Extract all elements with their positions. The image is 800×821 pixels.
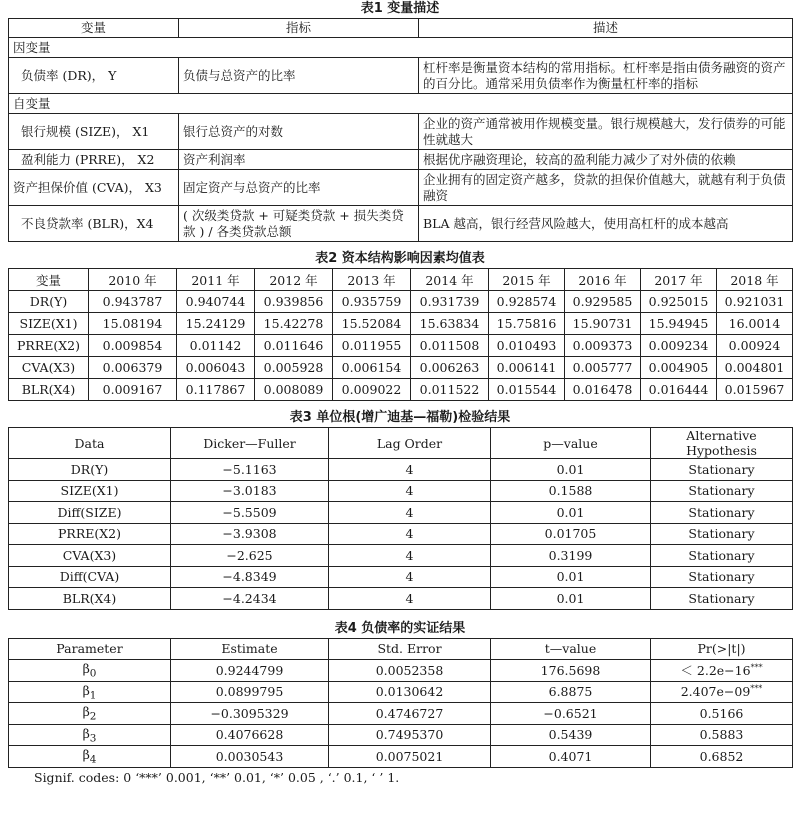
table-cell: −3.9308: [171, 523, 329, 545]
table-cell: 企业的资产通常被用作规模变量。银行规模越大，发行债券的可能性就越大: [419, 114, 793, 150]
table2-header-cell: 2011 年: [177, 269, 255, 291]
table-cell: 0.925015: [641, 291, 717, 313]
table2-caption: 表2 资本结构影响因素均值表: [315, 251, 485, 266]
table-cell: 0.008089: [255, 379, 333, 401]
table-cell: 0.016478: [565, 379, 641, 401]
table-row: [9, 660, 793, 682]
table-cell: 16.0014: [717, 313, 793, 335]
table-cell: 0.3199: [491, 545, 651, 567]
table2-header-cell: 2013 年: [333, 269, 411, 291]
table-row: [9, 502, 793, 524]
significance-stars: ***: [750, 663, 763, 673]
table1-group-row: [9, 38, 793, 58]
table-row: [9, 545, 793, 567]
table-cell: 15.94945: [641, 313, 717, 335]
table2-header-cell: 2014 年: [411, 269, 489, 291]
table-cell: Stationary: [651, 523, 793, 545]
table4-caption: 表4 负债率的实证结果: [334, 620, 466, 636]
table-cell: 0.005928: [255, 357, 333, 379]
table-cell: 根据优序融资理论，较高的盈利能力减少了对外债的依赖: [419, 150, 793, 170]
table-cell: 15.08194: [89, 313, 177, 335]
table-cell: 0.009373: [565, 335, 641, 357]
table-cell: 固定资产与总资产的比率: [179, 170, 419, 206]
parameter-cell: [9, 660, 171, 682]
table-cell: 0.006141: [489, 357, 565, 379]
table3-header-cell: Data: [9, 428, 171, 459]
table-cell: −3.0183: [171, 480, 329, 502]
table3-header-row: [9, 428, 793, 459]
table-cell: 15.52084: [333, 313, 411, 335]
table1-header-cell: 指标: [179, 19, 419, 38]
table3-header-cell: Lag Order: [329, 428, 491, 459]
table-cell: 盈利能力 (PRRE)， X2: [9, 150, 179, 170]
beta-symbol: β: [82, 682, 90, 698]
table-row: [9, 150, 793, 170]
table-cell: 4: [329, 459, 491, 481]
table-cell: 0.0052358: [329, 660, 491, 682]
table1-caption: 表1 变量描述: [360, 1, 440, 16]
table-cell: 4: [329, 588, 491, 610]
beta-subscript: 0: [89, 667, 97, 680]
table-row: [9, 170, 793, 206]
parameter-cell: [9, 703, 171, 725]
table-cell: 176.5698: [491, 660, 651, 682]
parameter-cell: [9, 681, 171, 703]
table-row: [9, 114, 793, 150]
beta-subscript: 2: [89, 710, 97, 723]
table-row: [9, 459, 793, 481]
table-cell: 0.006263: [411, 357, 489, 379]
table-cell: 15.75816: [489, 313, 565, 335]
table-cell: 0.015544: [489, 379, 565, 401]
beta-subscript: 1: [89, 689, 97, 701]
table2-header-cell: 2016 年: [565, 269, 641, 291]
table-cell: BLR(X4): [9, 588, 171, 610]
table-cell: 6.8875: [491, 681, 651, 703]
table-cell: −4.8349: [171, 566, 329, 588]
table-row: [9, 357, 793, 379]
table-row: [9, 206, 793, 242]
spacer: [0, 610, 800, 620]
table-cell: 4: [329, 545, 491, 567]
table4-header-cell: Estimate: [171, 638, 329, 660]
table-cell: 负债与总资产的比率: [179, 58, 419, 94]
pvalue-text: 0.5883: [699, 727, 744, 743]
spacer: [0, 401, 800, 409]
table3-header-cell: p—value: [491, 428, 651, 459]
table4-regression-results: [8, 638, 793, 768]
table-cell: 0.011955: [333, 335, 411, 357]
beta-symbol: β: [82, 725, 90, 741]
table2-header-cell: 2010 年: [89, 269, 177, 291]
pvalue-cell: [651, 660, 793, 682]
table1-header-cell: 变量: [9, 19, 179, 38]
pvalue-text: 0.6852: [699, 748, 744, 764]
pvalue-text: 2.407e−09: [680, 684, 751, 700]
table-cell: 0.935759: [333, 291, 411, 313]
table-cell: CVA(X3): [9, 545, 171, 567]
spacer: [0, 242, 800, 250]
table4-header-row: [9, 638, 793, 660]
table2-header-cell: 2018 年: [717, 269, 793, 291]
table-cell: 0.009167: [89, 379, 177, 401]
table-cell: Stationary: [651, 459, 793, 481]
table-row: [9, 335, 793, 357]
table-cell: 0.939856: [255, 291, 333, 313]
table-cell: 0.015967: [717, 379, 793, 401]
table3-unit-root-test: [8, 427, 793, 610]
table-cell: 0.7495370: [329, 724, 491, 746]
table-row: [9, 703, 793, 725]
beta-symbol: β: [82, 704, 90, 719]
pvalue-cell: [651, 703, 793, 725]
table-cell: SIZE(X1): [9, 313, 89, 335]
table-cell: Stationary: [651, 480, 793, 502]
table3-header-cell: Alternative Hypothesis: [651, 428, 793, 459]
table-cell: 0.5439: [491, 724, 651, 746]
table-cell: CVA(X3): [9, 357, 89, 379]
table1-group-row: [9, 94, 793, 114]
table4-header-cell: Parameter: [9, 638, 171, 660]
table-cell: 0.0899795: [171, 681, 329, 703]
table2-header-cell: 2012 年: [255, 269, 333, 291]
table-cell: 0.0030543: [171, 746, 329, 768]
table-cell: −0.3095329: [171, 703, 329, 725]
table-cell: BLA 越高，银行经营风险越大，使用高杠杆的成本越高: [419, 206, 793, 242]
table-cell: 0.01142: [177, 335, 255, 357]
table-cell: 0.006154: [333, 357, 411, 379]
table-cell: 银行总资产的对数: [179, 114, 419, 150]
table-cell: 0.921031: [717, 291, 793, 313]
significance-stars: ***: [750, 684, 763, 694]
table-cell: 0.117867: [177, 379, 255, 401]
table-cell: 0.009854: [89, 335, 177, 357]
table-cell: −0.6521: [491, 703, 651, 725]
table-cell: 0.011522: [411, 379, 489, 401]
table-cell: 0.00924: [717, 335, 793, 357]
table-cell: 0.004905: [641, 357, 717, 379]
table1-variable-description: [8, 18, 793, 242]
table-cell: 0.0075021: [329, 746, 491, 768]
table-cell: Diff(CVA): [9, 566, 171, 588]
pvalue-text: ＜ 2.2e−16: [680, 663, 751, 679]
table-cell: 4: [329, 502, 491, 524]
table1-header-cell: 描述: [419, 19, 793, 38]
table1-group-independent: 自变量: [9, 94, 793, 114]
pvalue-cell: [651, 681, 793, 703]
table4-header-cell: Pr(>|t|): [651, 638, 793, 660]
parameter-cell: [9, 746, 171, 768]
table1-group-dependent: 因变量: [9, 38, 793, 58]
table-cell: 0.4746727: [329, 703, 491, 725]
table-cell: 0.011646: [255, 335, 333, 357]
table-row: [9, 58, 793, 94]
table-cell: DR(Y): [9, 291, 89, 313]
table-cell: −2.625: [171, 545, 329, 567]
table-cell: 15.24129: [177, 313, 255, 335]
table-cell: 0.01705: [491, 523, 651, 545]
table-cell: 0.4071: [491, 746, 651, 768]
table-cell: 0.928574: [489, 291, 565, 313]
table-row: [9, 313, 793, 335]
table-row: [9, 523, 793, 545]
table-cell: Stationary: [651, 566, 793, 588]
pvalue-cell: [651, 724, 793, 746]
pvalue-cell: [651, 746, 793, 768]
beta-subscript: 4: [89, 753, 97, 766]
table-cell: SIZE(X1): [9, 480, 171, 502]
table-cell: −4.2434: [171, 588, 329, 610]
table4-header-cell: Std. Error: [329, 638, 491, 660]
table-cell: 4: [329, 523, 491, 545]
table-cell: −5.1163: [171, 459, 329, 481]
table-cell: ( 次级类贷款 + 可疑类贷款 + 损失类贷款 ) / 各类贷款总额: [179, 206, 419, 242]
table-cell: 0.006379: [89, 357, 177, 379]
table-cell: 0.01: [491, 588, 651, 610]
table-cell: PRRE(X2): [9, 523, 171, 545]
table-cell: Stationary: [651, 588, 793, 610]
table-cell: 0.01: [491, 459, 651, 481]
table-row: [9, 746, 793, 768]
table-cell: 0.010493: [489, 335, 565, 357]
beta-subscript: 3: [89, 732, 97, 744]
table2-header-cell: 变量: [9, 269, 89, 291]
table-cell: 15.42278: [255, 313, 333, 335]
table-cell: 0.0130642: [329, 681, 491, 703]
pvalue-text: 0.5166: [699, 705, 744, 721]
table-cell: 0.011508: [411, 335, 489, 357]
table-cell: 0.016444: [641, 379, 717, 401]
table-cell: 0.929585: [565, 291, 641, 313]
table-cell: 0.009022: [333, 379, 411, 401]
table-row: [9, 681, 793, 703]
table-cell: 0.009234: [641, 335, 717, 357]
table-cell: PRRE(X2): [9, 335, 89, 357]
table3-header-cell: Dicker—Fuller: [171, 428, 329, 459]
table-cell: 4: [329, 566, 491, 588]
table-cell: 0.01: [491, 566, 651, 588]
table-cell: 4: [329, 480, 491, 502]
table-cell: 0.005777: [565, 357, 641, 379]
table-row: [9, 379, 793, 401]
parameter-cell: [9, 724, 171, 746]
table-cell: 0.931739: [411, 291, 489, 313]
table-cell: −5.5509: [171, 502, 329, 524]
table-cell: 企业拥有的固定资产越多，贷款的担保价值越大，就越有利于负债融资: [419, 170, 793, 206]
table-row: [9, 291, 793, 313]
table-cell: 负债率 (DR)， Y: [9, 58, 179, 94]
table-cell: 不良贷款率 (BLR)，X4: [9, 206, 179, 242]
table-cell: 0.006043: [177, 357, 255, 379]
table2-mean-values: [8, 268, 793, 401]
table2-header-cell: 2015 年: [489, 269, 565, 291]
table-row: [9, 588, 793, 610]
table2-header-cell: 2017 年: [641, 269, 717, 291]
table-cell: 资产利润率: [179, 150, 419, 170]
table-cell: DR(Y): [9, 459, 171, 481]
table-cell: 0.01: [491, 502, 651, 524]
table-cell: 杠杆率是衡量资本结构的常用指标。杠杆率是指由债务融资的资产的百分比。通常采用负债率作为衡量杠杆率的指标: [419, 58, 793, 94]
signif-codes: Signif. codes: 0 ‘***’ 0.001, ‘**’ 0.01, ‘*’ 0.05 , ‘.’ 0.1, ‘ ’ 1.: [34, 769, 400, 785]
table-cell: 0.9244799: [171, 660, 329, 682]
table-cell: 0.004801: [717, 357, 793, 379]
table-cell: 资产担保价值 (CVA)， X3: [9, 170, 179, 206]
table-cell: 0.1588: [491, 480, 651, 502]
table-cell: Diff(SIZE): [9, 502, 171, 524]
table-row: [9, 480, 793, 502]
table-cell: BLR(X4): [9, 379, 89, 401]
table-cell: Stationary: [651, 545, 793, 567]
table2-header-row: [9, 269, 793, 291]
table-cell: 银行规模 (SIZE)， X1: [9, 114, 179, 150]
table4-header-cell: t—value: [491, 638, 651, 660]
table-cell: 0.940744: [177, 291, 255, 313]
table-cell: 0.943787: [89, 291, 177, 313]
beta-symbol: β: [82, 661, 90, 676]
table-cell: 0.4076628: [171, 724, 329, 746]
beta-symbol: β: [82, 747, 90, 762]
table-cell: Stationary: [651, 502, 793, 524]
table-row: [9, 566, 793, 588]
table-cell: 15.90731: [565, 313, 641, 335]
table-row: [9, 724, 793, 746]
table3-caption: 表3 单位根(增广迪基—福勒)检验结果: [289, 410, 511, 425]
table-cell: 15.63834: [411, 313, 489, 335]
table1-header-row: [9, 19, 793, 38]
